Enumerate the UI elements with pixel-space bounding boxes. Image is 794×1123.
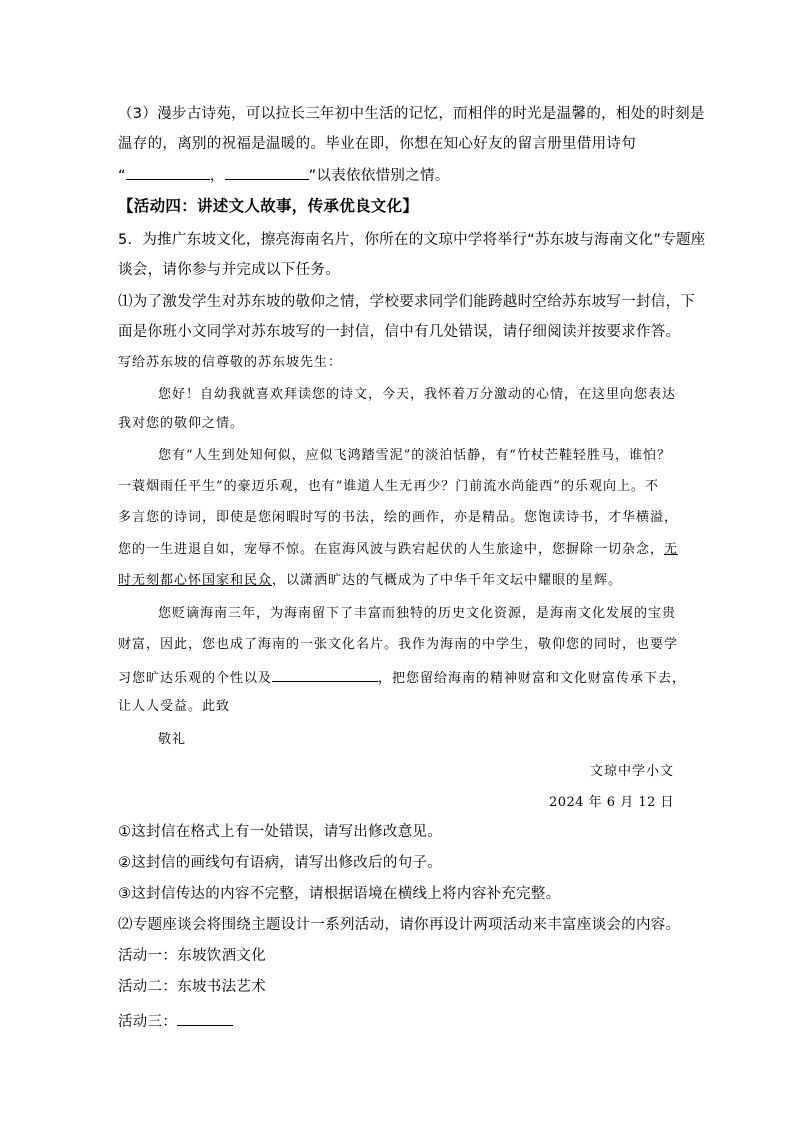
sub-question-1: ①这封信在格式上有一处错误，请写出修改意见。: [118, 824, 443, 840]
task1-line-2: 面是你班小文同学对苏东坡写的一封信，信中有几处错误，请仔细阅读并按要求作答。: [118, 324, 681, 340]
q3-line-1: （3）漫步古诗苑，可以拉长三年初中生活的记忆，而相伴的时光是温馨的，相处的时刻是: [118, 106, 705, 122]
q3-line-3: [118, 164, 450, 186]
letter-p2-line-5: [118, 571, 622, 591]
activity-item-3: [118, 1010, 233, 1032]
activity-4-heading: 【活动四：讲述文人故事，传承优良文化】: [118, 197, 419, 215]
activity-1-value: 东坡饮酒文化: [177, 948, 267, 964]
q3-tail: ”以表依依惜别之情。: [308, 168, 450, 184]
letter-p3-line-3: [118, 666, 686, 689]
poem-blank-1[interactable]: [126, 164, 210, 180]
letter-p2-line-2: 一蓑烟雨任平生”的豪迈乐观，也有“谁道人生无再少？门前流水尚能西”的乐观向上。不: [118, 479, 659, 494]
activity-2-value: 东坡书法艺术: [177, 979, 267, 995]
letter-p1-line-1: 您好！自幼我就喜欢拜读您的诗文，今天，我怀着万分激动的心情，在这里向您表达: [158, 387, 677, 402]
activity-1-label: 活动一：: [118, 948, 178, 964]
activity-2-label: 活动二：: [118, 979, 178, 995]
underlined-sentence-start: 无: [664, 542, 679, 557]
letter-p3-line-2: 财富，因此，您也成了海南的一张文化名片。我作为海南的中学生，敬仰您的同时，也要学: [118, 637, 679, 652]
letter-fill-blank[interactable]: [272, 666, 378, 682]
letter-date: 2024 年 6 月 12 日: [548, 795, 674, 810]
sub-question-3: ③这封信传达的内容不完整，请根据语境在横线上将内容补充完整。: [118, 886, 561, 902]
q5-line-1: 5．为推广东坡文化，擦亮海南名片，你所在的文琼中学将举行“苏东坡与海南文化”专题座: [118, 232, 706, 248]
letter-salutation: 写给苏东坡的信尊敬的苏东坡先生：: [118, 355, 343, 370]
letter-p2-line-4: [118, 540, 678, 560]
letter-p1-line-2: 我对您的敬仰之情。: [118, 416, 245, 431]
letter-p3-line-3-text: 习您旷达乐观的个性以及: [118, 671, 273, 686]
letter-signature: 文琼中学小文: [589, 764, 674, 779]
letter-p2-line-3: 多言您的诗词，即使是您闲暇时写的书法，绘的画作，亦是精品。您饱读诗书，才华横溢，: [118, 510, 679, 525]
letter-p2-line-5-text: ，以潇洒旷达的气概成为了中华千年文坛中耀眼的星辉。: [272, 573, 623, 588]
activity-item-2: [118, 977, 266, 997]
letter-p3-line-1: 您贬谪海南三年，为海南留下了丰富而独特的历史文化资源，是海南文化发展的宝贵: [158, 606, 677, 621]
task2-prompt: ⑵专题座谈会将围绕主题设计一系列活动，请你再设计两项活动来丰富座谈会的内容。: [118, 917, 681, 933]
letter-closing: 敬礼: [158, 732, 187, 747]
underlined-sentence-end: 时无刻都心怀国家和民众: [118, 573, 273, 588]
task1-line-1: ⑴为了激发学生对苏东坡的敬仰之情，学校要求同学们能跨越时空给苏东坡写一封信，下: [118, 294, 696, 310]
letter-p2-line-1: 您有“人生到处知何似，应似飞鸿踏雪泥”的淡泊恬静，有“竹杖芒鞋轻胜马，谁怕？: [158, 448, 671, 463]
poem-blank-2[interactable]: [225, 164, 309, 180]
letter-p3-line-3-tail: ，把您留给海南的精神财富和文化财富传承下去，: [378, 671, 687, 686]
q5-line-2: 谈会，请你参与并完成以下任务。: [118, 262, 340, 278]
activity-item-1: [118, 946, 266, 966]
q3-open-quote: “: [118, 168, 126, 184]
activity-3-blank[interactable]: [177, 1010, 233, 1026]
letter-p2-line-4-text: 您的一生进退自如，宠辱不惊。在宦海风波与跌宕起伏的人生旅途中，您摒除一切杂念，: [118, 542, 665, 557]
q3-separator: ，: [209, 168, 225, 184]
letter-p3-line-4: 让人人受益。此致: [118, 699, 231, 714]
q3-line-2: 温存的，离别的祝福是温暖的。毕业在即，你想在知心好友的留言册里借用诗句: [118, 136, 636, 152]
activity-3-label: 活动三：: [118, 1014, 178, 1030]
sub-question-2: ②这封信的画线句有语病，请写出修改后的句子。: [118, 855, 443, 871]
